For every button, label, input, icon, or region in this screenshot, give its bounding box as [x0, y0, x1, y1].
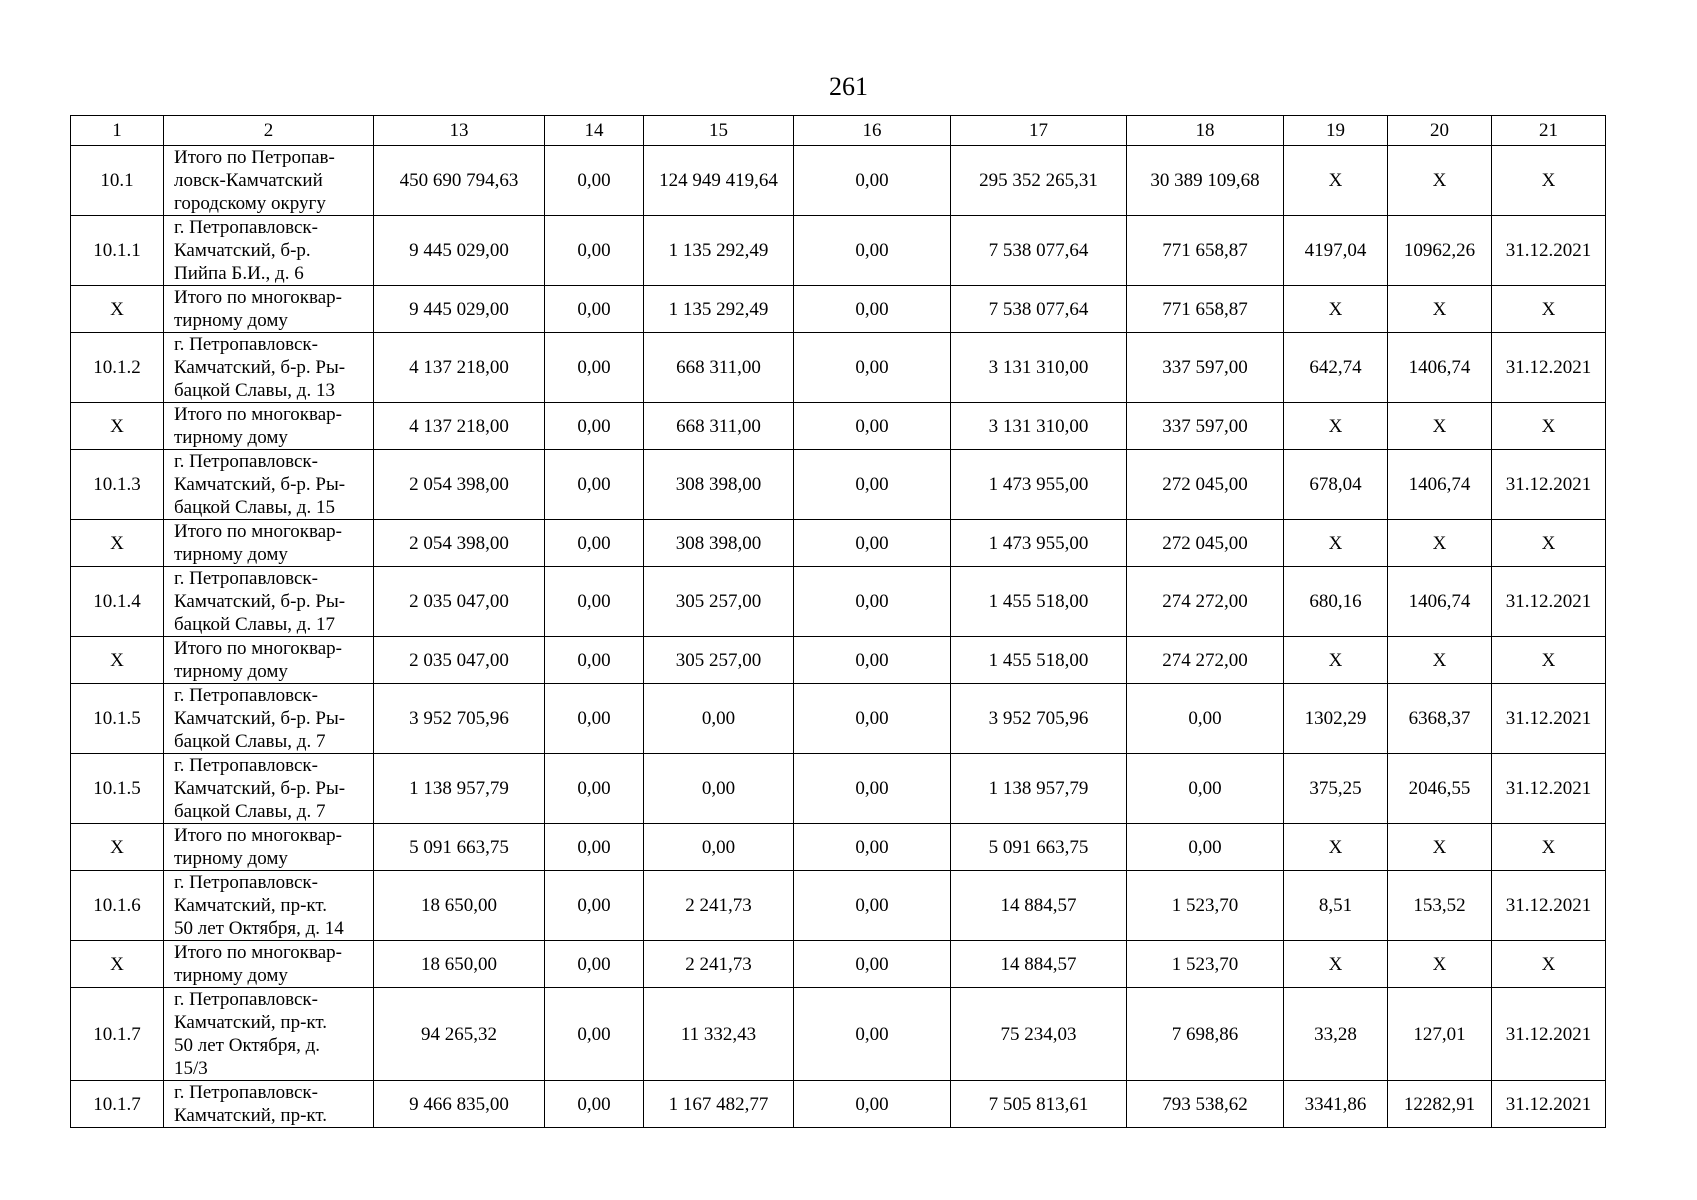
value-cell: 5 091 663,75 — [951, 824, 1127, 871]
value-cell: 1 167 482,77 — [644, 1081, 794, 1128]
value-cell: 305 257,00 — [644, 637, 794, 684]
header-row — [71, 116, 1606, 146]
value-cell: X — [1388, 824, 1492, 871]
address-cell: г. Петропавловск- Камчатский, пр-кт. 50 лет Октября, д. 14 — [164, 871, 374, 941]
value-cell: 3 131 310,00 — [951, 333, 1127, 403]
row-number-cell: 10.1.2 — [71, 333, 164, 403]
address-cell: Итого по многоквар- тирному дому — [164, 286, 374, 333]
value-cell: 1406,74 — [1388, 450, 1492, 520]
value-cell: 0,00 — [794, 988, 951, 1081]
row-number-cell: X — [71, 403, 164, 450]
value-cell: 678,04 — [1284, 450, 1388, 520]
value-cell: 0,00 — [794, 403, 951, 450]
value-cell: 0,00 — [545, 941, 644, 988]
value-cell: 0,00 — [794, 637, 951, 684]
table-row — [71, 403, 1606, 450]
value-cell: 0,00 — [545, 871, 644, 941]
value-cell: 0,00 — [545, 824, 644, 871]
address-cell: г. Петропавловск- Камчатский, б-р. Ры- бацкой Славы, д. 15 — [164, 450, 374, 520]
table-row — [71, 333, 1606, 403]
value-cell: X — [1492, 637, 1606, 684]
value-cell: X — [1388, 941, 1492, 988]
value-cell: 3 952 705,96 — [951, 684, 1127, 754]
value-cell: X — [1284, 403, 1388, 450]
value-cell: 1 473 955,00 — [951, 520, 1127, 567]
value-cell: 0,00 — [794, 567, 951, 637]
row-number-cell: 10.1.5 — [71, 754, 164, 824]
value-cell: 2 054 398,00 — [374, 520, 545, 567]
value-cell: 0,00 — [794, 333, 951, 403]
value-cell: 9 445 029,00 — [374, 286, 545, 333]
value-cell: 31.12.2021 — [1492, 871, 1606, 941]
value-cell: 31.12.2021 — [1492, 450, 1606, 520]
value-cell: 3 131 310,00 — [951, 403, 1127, 450]
value-cell: 308 398,00 — [644, 450, 794, 520]
row-number-cell: X — [71, 637, 164, 684]
row-number-cell: 10.1.5 — [71, 684, 164, 754]
value-cell: 274 272,00 — [1127, 567, 1284, 637]
page-number: 261 — [829, 72, 868, 101]
table-row — [71, 871, 1606, 941]
value-cell: 1 523,70 — [1127, 871, 1284, 941]
value-cell: 0,00 — [1127, 684, 1284, 754]
value-cell: 153,52 — [1388, 871, 1492, 941]
value-cell: 0,00 — [545, 567, 644, 637]
value-cell: 0,00 — [794, 216, 951, 286]
value-cell: 0,00 — [794, 754, 951, 824]
table-row — [71, 941, 1606, 988]
value-cell: 33,28 — [1284, 988, 1388, 1081]
value-cell: 7 538 077,64 — [951, 216, 1127, 286]
value-cell: 127,01 — [1388, 988, 1492, 1081]
value-cell: 14 884,57 — [951, 941, 1127, 988]
value-cell: X — [1492, 824, 1606, 871]
value-cell: 5 091 663,75 — [374, 824, 545, 871]
header-cell: 17 — [951, 116, 1127, 146]
header-cell: 2 — [164, 116, 374, 146]
row-number-cell: X — [71, 824, 164, 871]
address-cell: Итого по многоквар- тирному дому — [164, 403, 374, 450]
value-cell: 1 138 957,79 — [951, 754, 1127, 824]
value-cell: 3 952 705,96 — [374, 684, 545, 754]
value-cell: 12282,91 — [1388, 1081, 1492, 1128]
value-cell: 680,16 — [1284, 567, 1388, 637]
value-cell: 1 135 292,49 — [644, 216, 794, 286]
table-row — [71, 754, 1606, 824]
value-cell: 7 505 813,61 — [951, 1081, 1127, 1128]
header-cell: 13 — [374, 116, 545, 146]
table-row — [71, 146, 1606, 216]
data-table — [70, 115, 1606, 1128]
address-cell: г. Петропавловск- Камчатский, б-р. Пийпа Б.И., д. 6 — [164, 216, 374, 286]
row-number-cell: X — [71, 520, 164, 567]
value-cell: 8,51 — [1284, 871, 1388, 941]
value-cell: 0,00 — [794, 871, 951, 941]
value-cell: 2046,55 — [1388, 754, 1492, 824]
value-cell: 308 398,00 — [644, 520, 794, 567]
value-cell: 0,00 — [1127, 824, 1284, 871]
value-cell: 0,00 — [545, 1081, 644, 1128]
row-number-cell: X — [71, 286, 164, 333]
value-cell: 305 257,00 — [644, 567, 794, 637]
value-cell: X — [1284, 520, 1388, 567]
value-cell: X — [1492, 286, 1606, 333]
value-cell: 4 137 218,00 — [374, 403, 545, 450]
header-cell: 19 — [1284, 116, 1388, 146]
table-row — [71, 286, 1606, 333]
value-cell: 124 949 419,64 — [644, 146, 794, 216]
address-cell: г. Петропавловск- Камчатский, б-р. Ры- бацкой Славы, д. 13 — [164, 333, 374, 403]
value-cell: 7 698,86 — [1127, 988, 1284, 1081]
value-cell: X — [1492, 941, 1606, 988]
value-cell: 31.12.2021 — [1492, 1081, 1606, 1128]
header-cell: 21 — [1492, 116, 1606, 146]
value-cell: 4197,04 — [1284, 216, 1388, 286]
value-cell: 1302,29 — [1284, 684, 1388, 754]
value-cell: 668 311,00 — [644, 403, 794, 450]
address-cell: Итого по многоквар- тирному дому — [164, 824, 374, 871]
value-cell: 1406,74 — [1388, 333, 1492, 403]
value-cell: 1 473 955,00 — [951, 450, 1127, 520]
value-cell: X — [1492, 146, 1606, 216]
value-cell: 2 035 047,00 — [374, 567, 545, 637]
value-cell: X — [1388, 286, 1492, 333]
value-cell: X — [1492, 403, 1606, 450]
value-cell: 1 135 292,49 — [644, 286, 794, 333]
value-cell: 0,00 — [794, 684, 951, 754]
address-cell: Итого по многоквар- тирному дому — [164, 637, 374, 684]
value-cell: 0,00 — [644, 684, 794, 754]
value-cell: 295 352 265,31 — [951, 146, 1127, 216]
header-cell: 15 — [644, 116, 794, 146]
value-cell: 0,00 — [794, 824, 951, 871]
value-cell: 793 538,62 — [1127, 1081, 1284, 1128]
value-cell: 0,00 — [545, 754, 644, 824]
header-cell: 16 — [794, 116, 951, 146]
header-cell: 14 — [545, 116, 644, 146]
address-cell: г. Петропавловск- Камчатский, пр-кт. — [164, 1081, 374, 1128]
value-cell: 450 690 794,63 — [374, 146, 545, 216]
value-cell: X — [1284, 824, 1388, 871]
value-cell: 0,00 — [545, 146, 644, 216]
table-row — [71, 988, 1606, 1081]
value-cell: 14 884,57 — [951, 871, 1127, 941]
value-cell: X — [1388, 520, 1492, 567]
value-cell: 18 650,00 — [374, 941, 545, 988]
header-cell: 18 — [1127, 116, 1284, 146]
table-row — [71, 216, 1606, 286]
value-cell: 94 265,32 — [374, 988, 545, 1081]
table-row — [71, 824, 1606, 871]
value-cell: 2 241,73 — [644, 871, 794, 941]
value-cell: 2 241,73 — [644, 941, 794, 988]
value-cell: 1 523,70 — [1127, 941, 1284, 988]
value-cell: X — [1388, 146, 1492, 216]
value-cell: 30 389 109,68 — [1127, 146, 1284, 216]
address-cell: Итого по многоквар- тирному дому — [164, 520, 374, 567]
address-cell: г. Петропавловск- Камчатский, пр-кт. 50 лет Октября, д. 15/3 — [164, 988, 374, 1081]
value-cell: X — [1284, 286, 1388, 333]
value-cell: 0,00 — [545, 403, 644, 450]
value-cell: 0,00 — [545, 684, 644, 754]
table-row — [71, 1081, 1606, 1128]
value-cell: X — [1284, 637, 1388, 684]
address-cell: г. Петропавловск- Камчатский, б-р. Ры- бацкой Славы, д. 7 — [164, 684, 374, 754]
row-number-cell: 10.1.7 — [71, 1081, 164, 1128]
value-cell: 337 597,00 — [1127, 333, 1284, 403]
value-cell: 274 272,00 — [1127, 637, 1284, 684]
value-cell: X — [1388, 403, 1492, 450]
value-cell: 0,00 — [794, 286, 951, 333]
row-number-cell: 10.1.6 — [71, 871, 164, 941]
value-cell: X — [1492, 520, 1606, 567]
value-cell: 0,00 — [545, 988, 644, 1081]
table-body — [71, 116, 1606, 1128]
address-cell: г. Петропавловск- Камчатский, б-р. Ры- бацкой Славы, д. 17 — [164, 567, 374, 637]
value-cell: X — [1284, 146, 1388, 216]
value-cell: 0,00 — [794, 520, 951, 567]
row-number-cell: 10.1.4 — [71, 567, 164, 637]
value-cell: 0,00 — [794, 146, 951, 216]
value-cell: 771 658,87 — [1127, 286, 1284, 333]
value-cell: 375,25 — [1284, 754, 1388, 824]
value-cell: 0,00 — [794, 941, 951, 988]
value-cell: 0,00 — [644, 754, 794, 824]
value-cell: 0,00 — [545, 216, 644, 286]
value-cell: 0,00 — [545, 333, 644, 403]
value-cell: 1 138 957,79 — [374, 754, 545, 824]
value-cell: 771 658,87 — [1127, 216, 1284, 286]
value-cell: 0,00 — [545, 450, 644, 520]
value-cell: 1406,74 — [1388, 567, 1492, 637]
value-cell: 11 332,43 — [644, 988, 794, 1081]
value-cell: 6368,37 — [1388, 684, 1492, 754]
value-cell: 9 466 835,00 — [374, 1081, 545, 1128]
value-cell: X — [1284, 941, 1388, 988]
table-row — [71, 637, 1606, 684]
row-number-cell: 10.1.1 — [71, 216, 164, 286]
header-cell: 20 — [1388, 116, 1492, 146]
value-cell: 18 650,00 — [374, 871, 545, 941]
row-number-cell: 10.1.3 — [71, 450, 164, 520]
value-cell: 9 445 029,00 — [374, 216, 545, 286]
table-row — [71, 520, 1606, 567]
value-cell: 0,00 — [545, 520, 644, 567]
value-cell: 0,00 — [545, 286, 644, 333]
value-cell: 1 455 518,00 — [951, 567, 1127, 637]
value-cell: 337 597,00 — [1127, 403, 1284, 450]
value-cell: 0,00 — [794, 1081, 951, 1128]
value-cell: 10962,26 — [1388, 216, 1492, 286]
value-cell: 668 311,00 — [644, 333, 794, 403]
value-cell: 1 455 518,00 — [951, 637, 1127, 684]
row-number-cell: 10.1 — [71, 146, 164, 216]
value-cell: 31.12.2021 — [1492, 988, 1606, 1081]
row-number-cell: 10.1.7 — [71, 988, 164, 1081]
table-row — [71, 450, 1606, 520]
value-cell: 0,00 — [1127, 754, 1284, 824]
value-cell: 0,00 — [794, 450, 951, 520]
address-cell: г. Петропавловск- Камчатский, б-р. Ры- бацкой Славы, д. 7 — [164, 754, 374, 824]
value-cell: 4 137 218,00 — [374, 333, 545, 403]
value-cell: 642,74 — [1284, 333, 1388, 403]
value-cell: 31.12.2021 — [1492, 333, 1606, 403]
value-cell: 31.12.2021 — [1492, 684, 1606, 754]
value-cell: 272 045,00 — [1127, 450, 1284, 520]
value-cell: 272 045,00 — [1127, 520, 1284, 567]
value-cell: 7 538 077,64 — [951, 286, 1127, 333]
value-cell: 31.12.2021 — [1492, 567, 1606, 637]
row-number-cell: X — [71, 941, 164, 988]
value-cell: X — [1388, 637, 1492, 684]
value-cell: 2 035 047,00 — [374, 637, 545, 684]
value-cell: 3341,86 — [1284, 1081, 1388, 1128]
table-row — [71, 567, 1606, 637]
value-cell: 0,00 — [644, 824, 794, 871]
value-cell: 31.12.2021 — [1492, 754, 1606, 824]
value-cell: 31.12.2021 — [1492, 216, 1606, 286]
address-cell: Итого по Петропав- ловск-Камчатский городскому округу — [164, 146, 374, 216]
table-row — [71, 684, 1606, 754]
address-cell: Итого по многоквар- тирному дому — [164, 941, 374, 988]
value-cell: 2 054 398,00 — [374, 450, 545, 520]
value-cell: 0,00 — [545, 637, 644, 684]
value-cell: 75 234,03 — [951, 988, 1127, 1081]
header-cell: 1 — [71, 116, 164, 146]
